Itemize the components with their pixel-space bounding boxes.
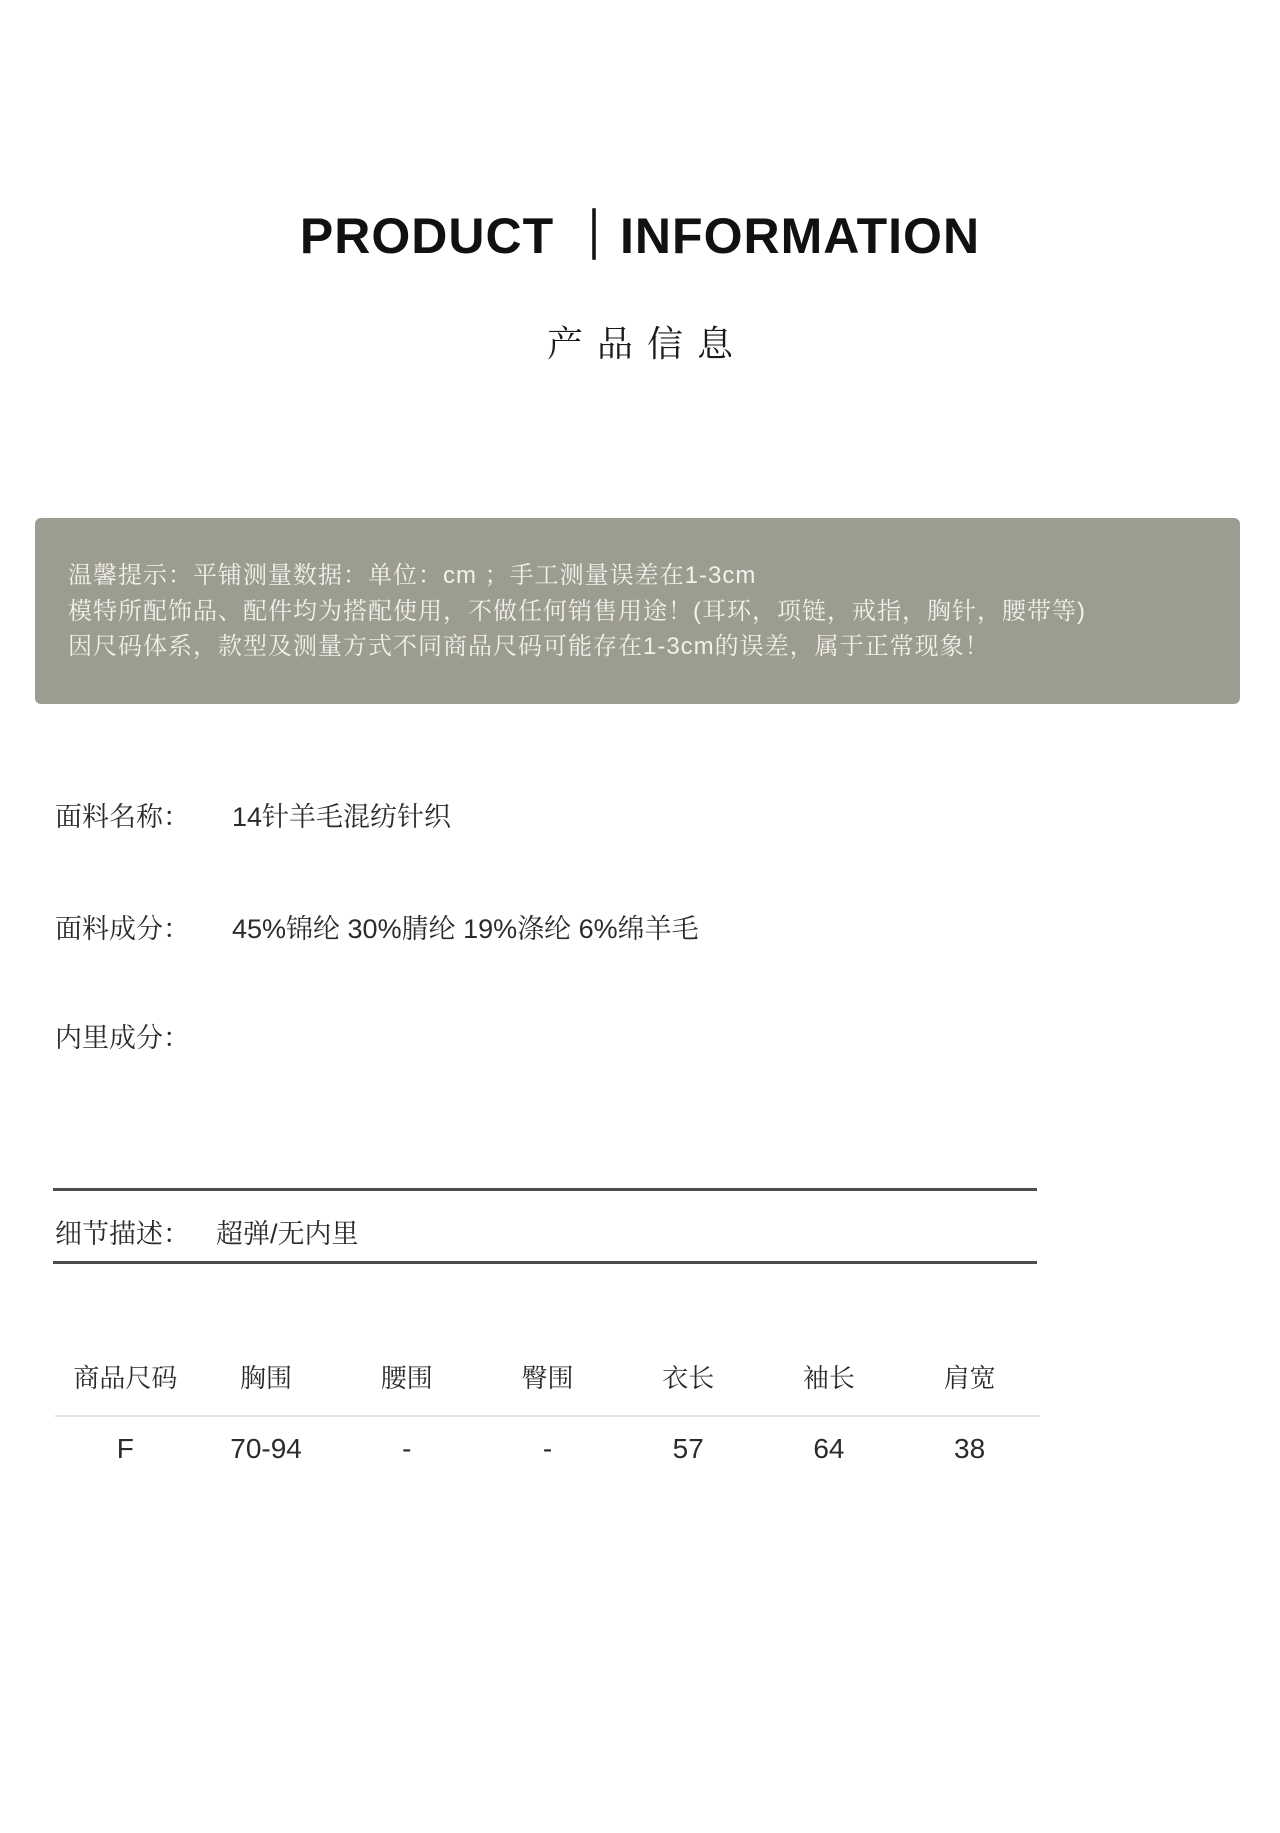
header-waist: 腰围	[380, 1363, 433, 1393]
notice-line-2: 模特所配饰品、配件均为搭配使用，不做任何销售用途！(耳环，项链，戒指，胸针，腰带等)	[68, 597, 1086, 625]
notice-line-3: 因尺码体系，款型及测量方式不同商品尺码可能存在1-3cm的误差，属于正常现象！	[68, 633, 990, 660]
notice-line-1: 温馨提示：平铺测量数据：单位：cm ；手工测量误差在1-3cm	[68, 562, 757, 589]
header-garment-length: 衣长	[662, 1363, 715, 1393]
field-fabric-name	[55, 795, 451, 834]
detail-description-value: 超弹/无内里	[216, 1219, 359, 1249]
value-product-size: F	[116, 1433, 134, 1464]
page-title: PRODUCT ｜INFORMATION	[299, 208, 981, 264]
lining-composition-label: 内里成分：	[55, 1023, 190, 1053]
page-subtitle: 产品信息	[546, 323, 747, 364]
fabric-composition-value: 45%锦纶 30%腈纶 19%涤纶 6%绵羊毛	[232, 914, 699, 944]
value-shoulder-width: 38	[954, 1433, 986, 1464]
fabric-name-value: 14针羊毛混纺针织	[232, 802, 452, 832]
header-shoulder-width: 肩宽	[943, 1363, 996, 1393]
header-bust: 胸围	[240, 1363, 293, 1393]
header-sleeve-length: 袖长	[802, 1363, 855, 1393]
fabric-name-label: 面料名称：	[55, 802, 190, 832]
value-garment-length: 57	[672, 1433, 704, 1464]
value-bust: 70-94	[230, 1433, 302, 1464]
value-hip: -	[542, 1433, 553, 1464]
divider-bottom	[53, 1261, 1037, 1264]
value-sleeve-length: 64	[813, 1433, 845, 1464]
header-hip: 臀围	[521, 1363, 574, 1393]
size-table-header-row	[55, 1350, 1040, 1415]
value-waist: -	[402, 1433, 412, 1464]
fabric-composition-label: 面料成分：	[55, 914, 190, 944]
detail-description-label: 细节描述：	[55, 1219, 190, 1249]
size-table	[55, 1350, 1040, 1475]
notice-box	[35, 518, 1240, 704]
field-fabric-composition	[55, 907, 699, 946]
field-detail-description	[55, 1212, 359, 1251]
size-table-data-row	[55, 1417, 1040, 1475]
divider-top	[53, 1188, 1037, 1191]
field-lining-composition	[55, 1016, 232, 1055]
header-product-size: 商品尺码	[73, 1363, 178, 1393]
